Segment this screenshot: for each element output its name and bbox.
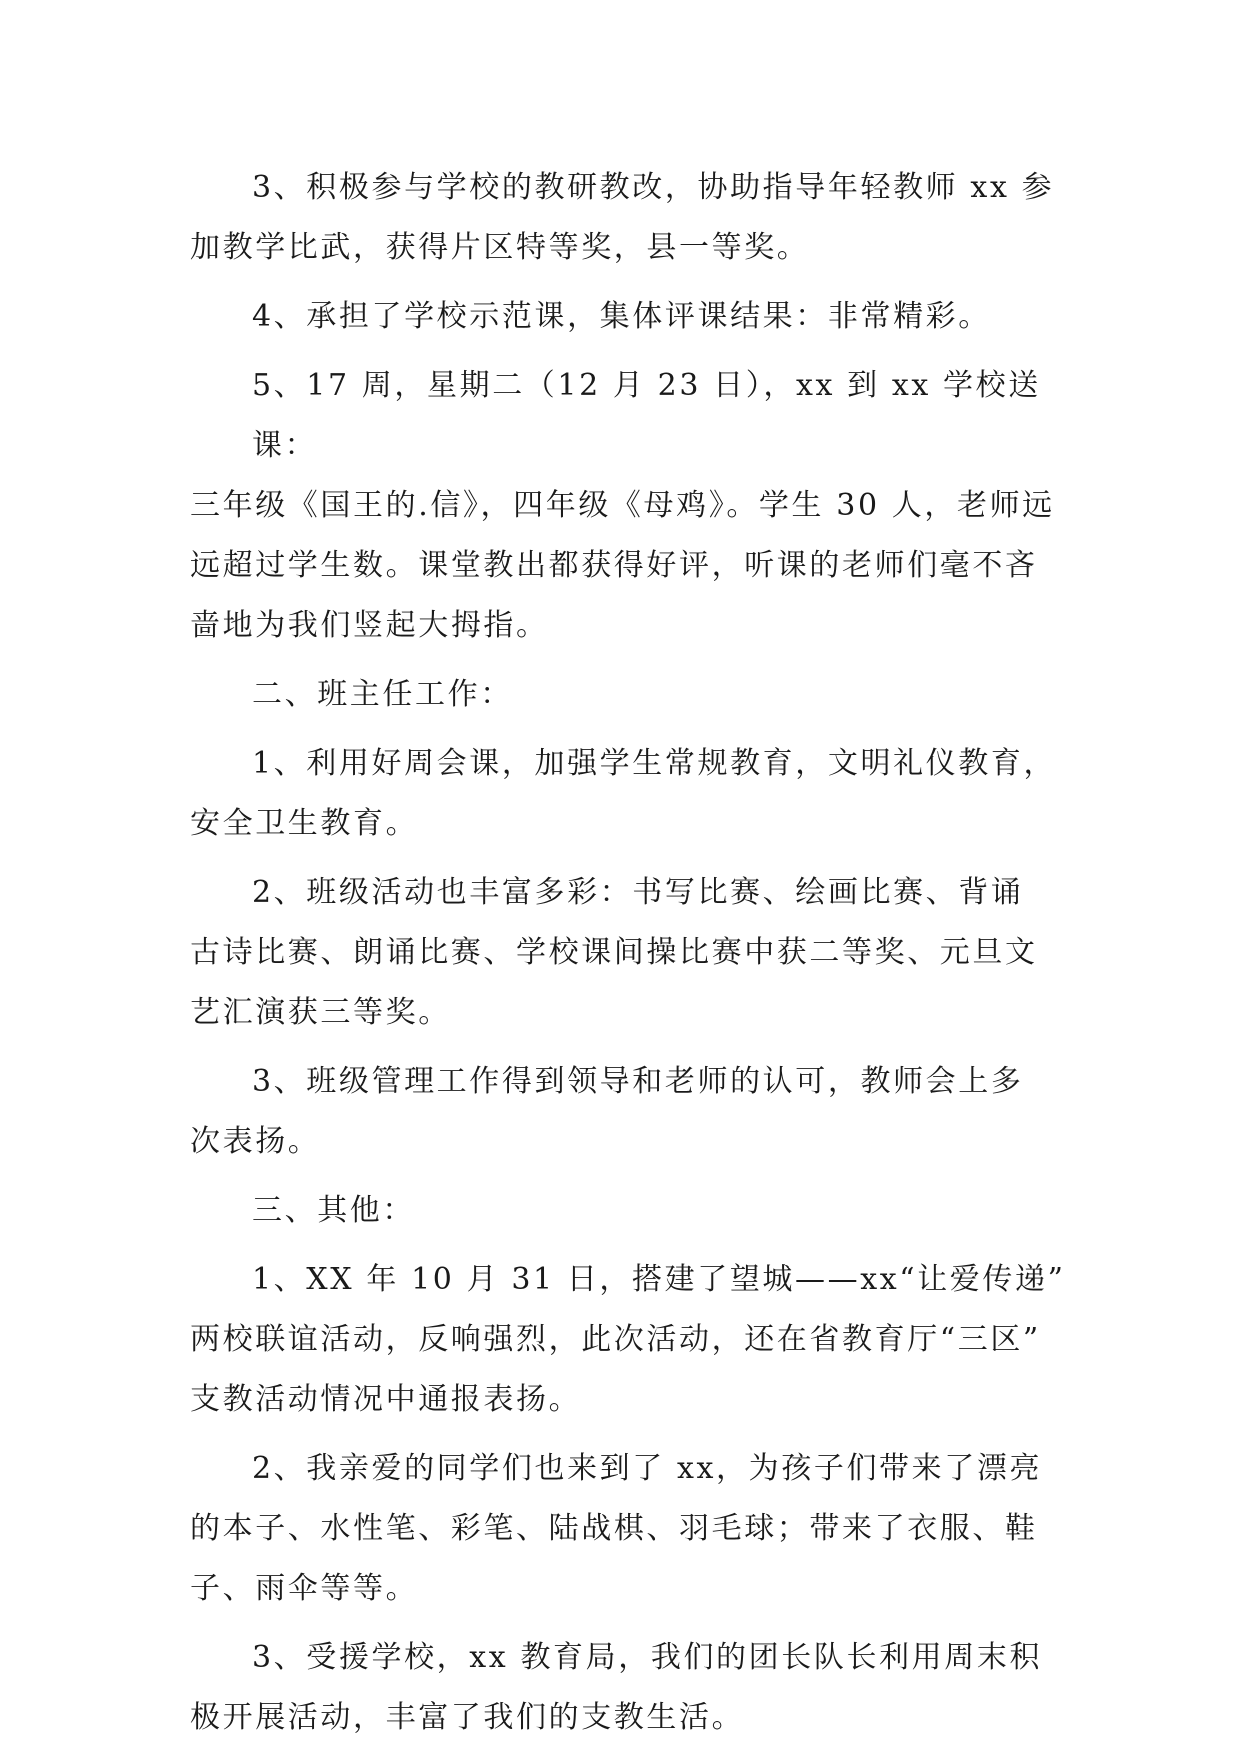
text-line: 三、其他： (252, 1193, 415, 1228)
text-line: 的本子、水性笔、彩笔、陆战棋、羽毛球；带来了衣服、鞋 (190, 1511, 1038, 1546)
text-line: 两校联谊活动，反响强烈，此次活动，还在省教育厅“三区” (190, 1322, 1041, 1357)
text-line: 极开展活动，丰富了我们的支教生活。 (190, 1700, 745, 1735)
text-line: 古诗比赛、朗诵比赛、学校课间操比赛中获二等奖、元旦文 (190, 935, 1038, 970)
text-line: 2、我亲爱的同学们也来到了 xx，为孩子们带来了漂亮 (252, 1451, 1043, 1486)
text-line: 加教学比武，获得片区特等奖，县一等奖。 (190, 230, 810, 265)
section-heading-other (190, 1181, 1070, 1241)
text-line: 1、利用好周会课，加强学生常规教育，文明礼仪教育， (252, 746, 1057, 781)
paragraph-teaching-item-5 (190, 356, 1070, 656)
paragraph-teaching-item-3 (190, 158, 1070, 278)
text-line: 3、积极参与学校的教研教改，协助指导年轻教师 xx 参 (252, 170, 1055, 205)
paragraph-class-item-3 (190, 1052, 1070, 1172)
text-line: 二、班主任工作： (252, 677, 513, 712)
text-line: 2、班级活动也丰富多彩：书写比赛、绘画比赛、背诵 (252, 875, 1024, 910)
text-line: 次表扬。 (190, 1124, 321, 1159)
paragraph-teaching-item-4 (190, 287, 1070, 347)
text-line: 1、XX 年 10 月 31 日，搭建了望城——xx“让爱传递” (252, 1262, 1066, 1297)
text-line: 5、17 周，星期二（12 月 23 日），xx 到 xx 学校送课： (252, 368, 1041, 463)
paragraph-other-item-2 (190, 1439, 1070, 1619)
text-line: 3、班级管理工作得到领导和老师的认可，教师会上多 (252, 1064, 1024, 1099)
text-line: 艺汇演获三等奖。 (190, 995, 451, 1030)
text-line: 子、雨伞等等。 (190, 1571, 419, 1606)
section-heading-class-teacher (190, 665, 1070, 725)
text-line: 3、受援学校，xx 教育局，我们的团长队长利用周末积 (252, 1640, 1043, 1675)
text-line: 4、承担了学校示范课，集体评课结果：非常精彩。 (252, 299, 991, 334)
paragraph-class-item-1 (190, 734, 1070, 854)
text-line: 安全卫生教育。 (190, 806, 419, 841)
text-line: 三年级《国王的.信》，四年级《母鸡》。学生 30 人，老师远 (190, 488, 1055, 523)
text-line: 远超过学生数。课堂教出都获得好评，听课的老师们毫不吝 (190, 548, 1038, 583)
paragraph-class-item-2 (190, 863, 1070, 1043)
text-line: 啬地为我们竖起大拇指。 (190, 608, 549, 643)
document-body (190, 158, 1070, 1757)
paragraph-other-item-3 (190, 1628, 1070, 1748)
text-line: 支教活动情况中通报表扬。 (190, 1382, 582, 1417)
paragraph-other-item-1 (190, 1250, 1070, 1430)
